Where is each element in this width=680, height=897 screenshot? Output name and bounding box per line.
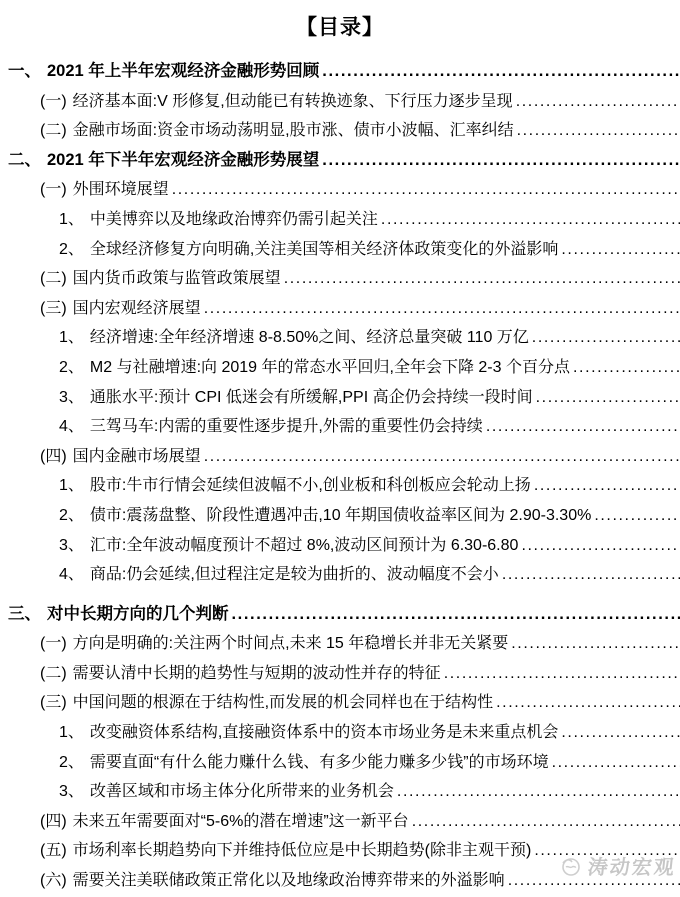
toc-entry-text: 改善区域和市场主体分化所带来的业务机会 bbox=[89, 783, 394, 801]
toc-entry[interactable] bbox=[0, 205, 680, 235]
watermark-text: 涛动宏观 bbox=[586, 857, 677, 879]
toc-entry[interactable] bbox=[0, 264, 680, 294]
toc-entry-text: 需要直面“有什么能力赚什么钱、有多少能力赚多少钱”的市场环境 bbox=[89, 753, 549, 771]
toc-dot-leader bbox=[502, 560, 680, 590]
toc-entry-number: 1、 bbox=[59, 477, 84, 495]
toc-entry-number: 1、 bbox=[59, 724, 84, 742]
toc-dot-leader bbox=[322, 146, 680, 176]
toc-dot-leader bbox=[486, 412, 680, 442]
toc-dot-leader bbox=[444, 659, 680, 689]
toc-entry[interactable] bbox=[0, 600, 680, 630]
toc-entry-number: 2、 bbox=[59, 753, 84, 771]
toc-entry-number: 3、 bbox=[59, 783, 84, 801]
toc-entry-number: 4、 bbox=[59, 566, 84, 584]
toc-entry-number: 1、 bbox=[59, 329, 84, 347]
toc-entry-number: 1、 bbox=[59, 210, 84, 228]
toc-dot-leader bbox=[172, 175, 680, 205]
toc-entry[interactable] bbox=[0, 659, 680, 689]
toc-entry[interactable] bbox=[0, 866, 680, 896]
toc-entry-text: 未来五年需要面对“5-6%的潜在增速”这一新平台 bbox=[72, 812, 409, 830]
toc-entry[interactable] bbox=[0, 718, 680, 748]
toc-entry-number: (三) bbox=[40, 694, 67, 712]
toc-entry[interactable] bbox=[0, 323, 680, 353]
toc-entry[interactable] bbox=[0, 412, 680, 442]
toc-dot-leader bbox=[232, 600, 680, 630]
toc-entry-text: 2021 年上半年宏观经济金融形势回顾 bbox=[47, 62, 320, 80]
toc-dot-leader bbox=[511, 629, 680, 659]
toc-dot-leader bbox=[412, 807, 680, 837]
toc-entry-text: 汇市:全年波动幅度预计不超过 8%,波动区间预计为 6.30-6.80 bbox=[89, 536, 519, 554]
toc-dot-leader bbox=[517, 116, 680, 146]
toc-dot-leader bbox=[496, 688, 680, 718]
toc-entry-number: (三) bbox=[40, 299, 67, 317]
toc-dot-leader bbox=[508, 866, 680, 896]
toc-entry-text: 国内金融市场展望 bbox=[72, 447, 201, 465]
toc-entry[interactable] bbox=[0, 116, 680, 146]
toc-entry[interactable] bbox=[0, 353, 680, 383]
toc-entry-text: 2021 年下半年宏观经济金融形势展望 bbox=[47, 150, 320, 169]
toc-entry-text: 国内货币政策与监管政策展望 bbox=[72, 270, 281, 288]
toc-dot-leader bbox=[594, 501, 680, 531]
toc-dot-leader bbox=[561, 718, 680, 748]
toc-entry-text: 市场利率长期趋势向下并维持低位应是中长期趋势(除非主观干预) bbox=[72, 842, 532, 860]
toc-entry-text: 需要关注美联储政策正常化以及地缘政治博弈带来的外溢影响 bbox=[72, 872, 505, 890]
toc-entry-text: 债市:震荡盘整、阶段性遭遇冲击,10 年期国债收益率区间为 2.90-3.30% bbox=[89, 506, 592, 524]
toc-dot-leader bbox=[381, 205, 680, 235]
toc-entry-text: 三驾马车:内需的重要性逐步提升,外需的重要性仍会持续 bbox=[89, 418, 483, 436]
toc-list bbox=[0, 55, 680, 896]
toc-entry-number: 一、 bbox=[8, 62, 41, 80]
toc-entry-text: 商品:仍会延续,但过程注定是较为曲折的、波动幅度不会小 bbox=[89, 566, 499, 584]
toc-entry-text: 经济增速:全年经济增速 8-8.50%之间、经济总量突破 110 万亿 bbox=[89, 329, 529, 347]
toc-entry[interactable] bbox=[0, 235, 680, 265]
toc-entry[interactable] bbox=[0, 777, 680, 807]
toc-entry-text: 对中长期方向的几个判断 bbox=[47, 604, 229, 623]
toc-entry[interactable] bbox=[0, 560, 680, 590]
toc-entry[interactable] bbox=[0, 146, 680, 176]
toc-entry[interactable] bbox=[0, 87, 680, 117]
toc-entry-text: 方向是明确的:关注两个时间点,未来 15 年稳增长并非无关紧要 bbox=[72, 635, 509, 653]
toc-dot-leader bbox=[322, 57, 680, 87]
toc-entry-number: 2、 bbox=[59, 506, 84, 524]
toc-entry-number: (二) bbox=[40, 122, 67, 140]
toc-entry-number: 2、 bbox=[59, 240, 84, 258]
toc-entry-number: (五) bbox=[40, 842, 67, 860]
toc-entry-text: 金融市场面:资金市场动荡明显,股市涨、债市小波幅、汇率纠结 bbox=[72, 122, 514, 140]
toc-dot-leader bbox=[536, 383, 680, 413]
toc-dot-leader bbox=[573, 353, 680, 383]
toc-entry[interactable] bbox=[0, 501, 680, 531]
toc-entry[interactable] bbox=[0, 471, 680, 501]
toc-entry-number: (二) bbox=[40, 664, 67, 682]
toc-dot-leader bbox=[521, 531, 680, 561]
toc-entry-number: (一) bbox=[40, 92, 67, 110]
toc-entry-text: M2 与社融增速:向 2019 年的常态水平回归,全年会下降 2-3 个百分点 bbox=[89, 358, 570, 376]
toc-entry[interactable] bbox=[0, 442, 680, 472]
toc-entry-text: 国内宏观经济展望 bbox=[72, 299, 201, 317]
toc-entry-text: 通胀水平:预计 CPI 低迷会有所缓解,PPI 高企仍会持续一段时间 bbox=[89, 388, 533, 406]
toc-entry-number: (四) bbox=[40, 812, 67, 830]
toc-entry-number: 3、 bbox=[59, 536, 84, 554]
toc-dot-leader bbox=[532, 323, 680, 353]
toc-entry-number: 三、 bbox=[8, 604, 41, 623]
toc-dot-leader bbox=[552, 748, 680, 778]
toc-entry-text: 全球经济修复方向明确,关注美国等相关经济体政策变化的外溢影响 bbox=[89, 240, 559, 258]
toc-dot-leader bbox=[516, 87, 680, 117]
toc-entry[interactable] bbox=[0, 57, 680, 87]
toc-dot-leader bbox=[397, 777, 680, 807]
toc-dot-leader bbox=[561, 235, 680, 265]
toc-entry-text: 股市:牛市行情会延续但波幅不小,创业板和科创板应会轮动上扬 bbox=[89, 477, 531, 495]
toc-entry[interactable] bbox=[0, 383, 680, 413]
page-title: 【目录】 bbox=[296, 16, 384, 39]
toc-dot-leader bbox=[534, 836, 680, 866]
toc-entry-number: (六) bbox=[40, 872, 67, 890]
toc-entry[interactable] bbox=[0, 629, 680, 659]
toc-entry-number: 4、 bbox=[59, 418, 84, 436]
toc-entry-text: 改变融资体系结构,直接融资体系中的资本市场业务是未来重点机会 bbox=[89, 724, 559, 742]
toc-entry-number: 3、 bbox=[59, 388, 84, 406]
toc-entry-number: (一) bbox=[40, 635, 67, 653]
toc-entry[interactable] bbox=[0, 294, 680, 324]
toc-entry[interactable] bbox=[0, 531, 680, 561]
toc-entry-number: (一) bbox=[40, 181, 67, 199]
toc-dot-leader bbox=[204, 442, 680, 472]
toc-dot-leader bbox=[204, 294, 680, 324]
toc-entry-text: 中国问题的根源在于结构性,而发展的机会同样也在于结构性 bbox=[72, 694, 494, 712]
toc-dot-leader bbox=[534, 471, 680, 501]
toc-entry[interactable] bbox=[0, 688, 680, 718]
toc-entry-number: 二、 bbox=[8, 150, 41, 169]
toc-entry-text: 中美博弈以及地缘政治博弈仍需引起关注 bbox=[89, 210, 378, 228]
toc-entry-number: (四) bbox=[40, 447, 67, 465]
toc-entry-text: 需要认清中长期的趋势性与短期的波动性并存的特征 bbox=[72, 664, 441, 682]
toc-entry-number: (二) bbox=[40, 270, 67, 288]
toc-dot-leader bbox=[284, 264, 680, 294]
toc-entry-text: 外围环境展望 bbox=[72, 181, 169, 199]
toc-entry[interactable] bbox=[0, 807, 680, 837]
toc-entry-number: 2、 bbox=[59, 358, 84, 376]
toc-entry[interactable] bbox=[0, 748, 680, 778]
toc-entry[interactable] bbox=[0, 836, 680, 866]
toc-entry-text: 经济基本面:V 形修复,但动能已有转换迹象、下行压力逐步呈现 bbox=[72, 92, 513, 110]
toc-entry[interactable] bbox=[0, 175, 680, 205]
